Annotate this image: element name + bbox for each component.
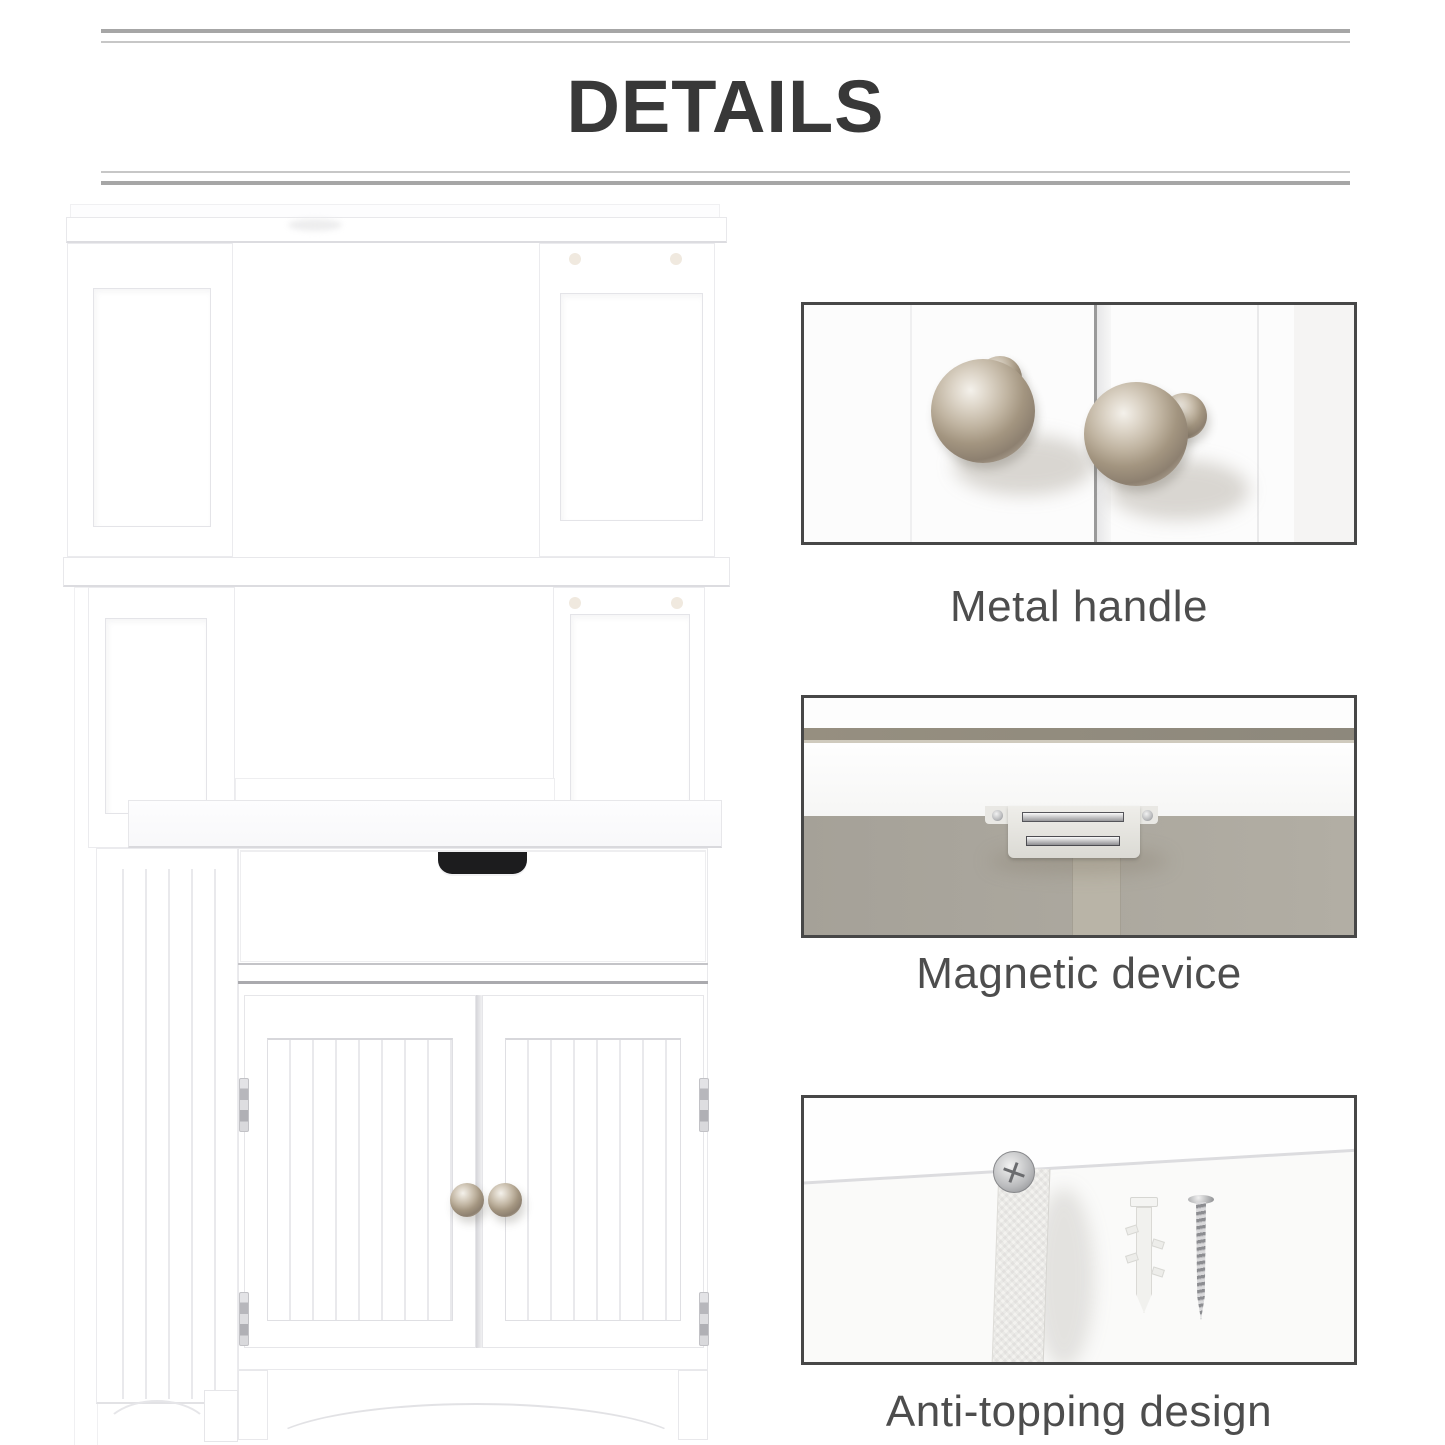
drawer-door-divider-line-2 <box>238 981 708 984</box>
anti-tip-strap <box>992 1167 1051 1365</box>
anchor-fin-right-2 <box>1151 1266 1165 1277</box>
drawer-door-divider-line-1 <box>238 963 708 965</box>
magnet-taupe-band <box>804 728 1354 740</box>
cabinet-top-shadow <box>288 219 342 231</box>
header-rule-bottom-thick <box>101 181 1350 185</box>
knob-large-left <box>931 359 1035 463</box>
door-right <box>482 995 704 1348</box>
magnet-top-white <box>804 698 1354 728</box>
header-rule-top-thin <box>101 41 1350 43</box>
tier1-peg-left <box>569 253 581 265</box>
tier2-peg-right <box>671 597 683 609</box>
tier1-left-window <box>93 288 211 527</box>
detail-photo-metal-handle <box>801 302 1357 545</box>
detail-photo-magnetic-device <box>801 695 1357 938</box>
door-knob-left <box>450 1183 484 1217</box>
hinge-right-bottom <box>699 1292 709 1346</box>
tier1-right-frame <box>539 243 715 557</box>
door-right-panel <box>505 1038 681 1321</box>
door-seam-faint-left <box>910 305 912 542</box>
door-seam-faint-right <box>1257 305 1259 542</box>
detail-caption-metal-handle: Metal handle <box>950 582 1208 631</box>
anti-top-board <box>801 1095 1357 1185</box>
photo-right-shade <box>1294 305 1354 542</box>
magnet-strip-bottom <box>1026 836 1120 846</box>
side-panel-grooves <box>101 869 233 1399</box>
hinge-left-bottom <box>239 1292 249 1346</box>
side-apron-arch <box>100 1400 214 1445</box>
drawer-handle-notch <box>438 852 527 874</box>
header-rule-bottom-thin <box>101 171 1350 173</box>
wall-anchor-head <box>1130 1197 1158 1207</box>
magnet-strip-top <box>1022 812 1124 822</box>
tier1-right-window <box>560 293 703 521</box>
tier2-left-window <box>105 618 207 814</box>
tier2-right-window <box>570 614 690 816</box>
cabinet-top-board <box>66 217 727 243</box>
door-left <box>244 995 476 1348</box>
magnet-screw-right <box>1142 810 1153 821</box>
detail-caption-anti-topping: Anti-topping design <box>885 1387 1273 1436</box>
magnet-screw-left <box>992 810 1003 821</box>
tier1-left-frame <box>67 243 233 557</box>
hinge-right-top <box>699 1078 709 1132</box>
hinge-left-top <box>239 1078 249 1132</box>
knob-large-right <box>1084 382 1188 486</box>
detail-caption-magnetic-device: Magnetic device <box>916 949 1242 998</box>
counter-board <box>128 800 722 848</box>
header-rule-top-thick <box>101 29 1350 33</box>
strap-screw-head <box>993 1151 1035 1193</box>
side-panel <box>96 848 238 1404</box>
tier2-peg-left <box>569 597 581 609</box>
front-leg-right <box>678 1370 708 1440</box>
door-center-gap <box>476 995 482 1348</box>
tier1-peg-right <box>670 253 682 265</box>
detail-photo-anti-topping <box>801 1095 1357 1365</box>
door-knob-right <box>488 1183 522 1217</box>
front-leg-left <box>238 1370 268 1440</box>
anchor-fin-right-1 <box>1151 1238 1165 1249</box>
front-apron-arch <box>262 1403 690 1445</box>
cabinet-figure <box>66 195 731 1445</box>
screw-shaft <box>1196 1202 1206 1320</box>
page-title: DETAILS <box>566 65 885 148</box>
middle-shelf-board <box>63 557 730 587</box>
door-left-panel <box>267 1038 453 1321</box>
